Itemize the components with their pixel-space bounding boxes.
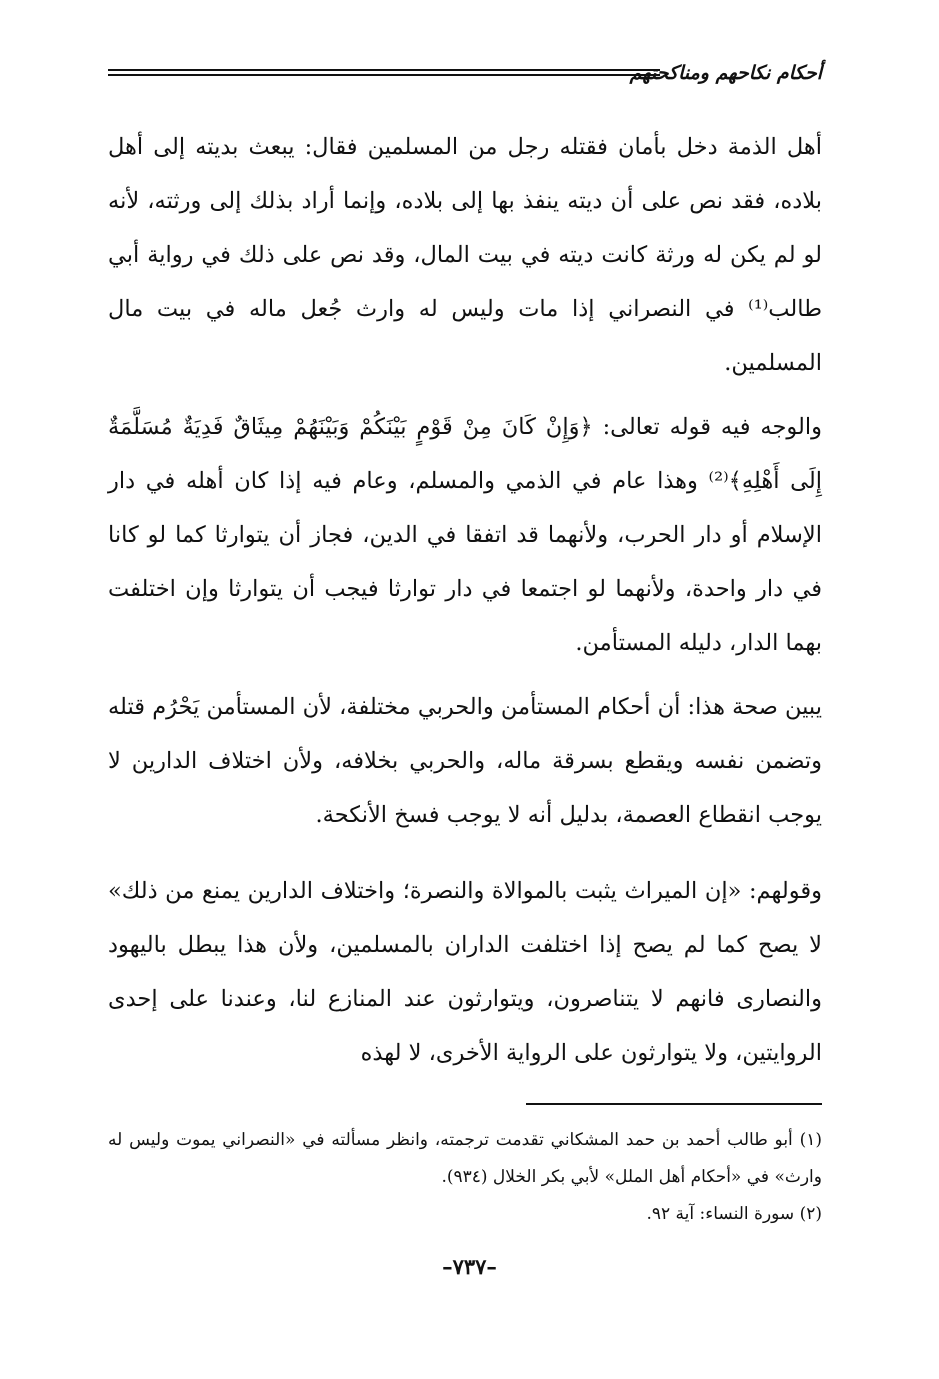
paragraph-1: أهل الذمة دخل بأمان فقتله رجل من المسلمين فقال: يبعث بديته إلى أهل بلاده، فقد نص على أن ديته ينفذ بها إلى بلاده، وإنما أراد بذلك إلى ورثته، لأنه لو لم يكن له ورثة كانت ديته في بيت المال، وقد نص على ذلك في رواية أبي طالب⁽¹⁾ في النصراني إذا مات وليس له وارث جُعل ماله في بيت مال المسلمين.	[108, 134, 822, 376]
paragraph-2: والوجه فيه قوله تعالى: ﴿وَإِنْ كَانَ مِنْ قَوْمٍ بَيْنَكُمْ وَبَيْنَهُمْ مِيثَاقٌ فَدِيَةٌ مُسَلَّمَةٌ إِلَى أَهْلِهِ﴾⁽²⁾ وهذا عام في الذمي والمسلم، وعام فيه إذا كان أهله في دار الإسلام أو دار الحرب، ولأنهما قد اتفقا في الدين، فجاز أن يتوارثا كما لو كانا في دار واحدة، ولأنهما لو اجتمعا في دار توارثا فيجب أن يتوارثا وإن اختلفت بهما الدار، دليله المستأمن.	[108, 414, 822, 656]
header-title: أحكام نكاحهم ومناكحتهم	[629, 62, 822, 84]
running-header	[108, 58, 822, 90]
header-rule-lower	[108, 74, 660, 76]
footnote-2: (٢) سورة النساء: آية ٩٢.	[646, 1204, 822, 1224]
main-text	[108, 120, 822, 1080]
header-rule	[108, 69, 660, 71]
paragraph-3: يبين صحة هذا: أن أحكام المستأمن والحربي مختلفة، لأن المستأمن يَحْرُم قتله وتضمن نفسه ويقطع بسرقة ماله، والحربي بخلافه، ولأن اختلاف الدارين لا يوجب انقطاع العصمة، بدليل أنه لا يوجب فسخ الأنكحة.	[107, 694, 822, 828]
page-number: –٧٣٧–	[442, 1254, 497, 1279]
footnote-1: (١) أبو طالب أحمد بن حمد المشكاني تقدمت ترجمته، وانظر مسألته في «النصراني يموت وليس له وارث» في «أحكام أهل الملل» لأبي بكر الخلال (٩٣٤).	[108, 1130, 822, 1187]
footnotes	[108, 1122, 822, 1233]
footnote-separator	[526, 1103, 822, 1105]
paragraph-4: وقولهم: «إن الميراث يثبت بالموالاة والنصرة؛ واختلاف الدارين يمنع من ذلك» لا يصح كما لم يصح إذا اختلفت الداران بالمسلمين، ولأن هذا يبطل باليهود والنصارى فانهم لا يتناصرون، ويتوارثون عند المنازع لنا، وعندنا على إحدى الروايتين، ولا يتوارثون على الرواية الأخرى، لا لهذه	[108, 878, 822, 1066]
